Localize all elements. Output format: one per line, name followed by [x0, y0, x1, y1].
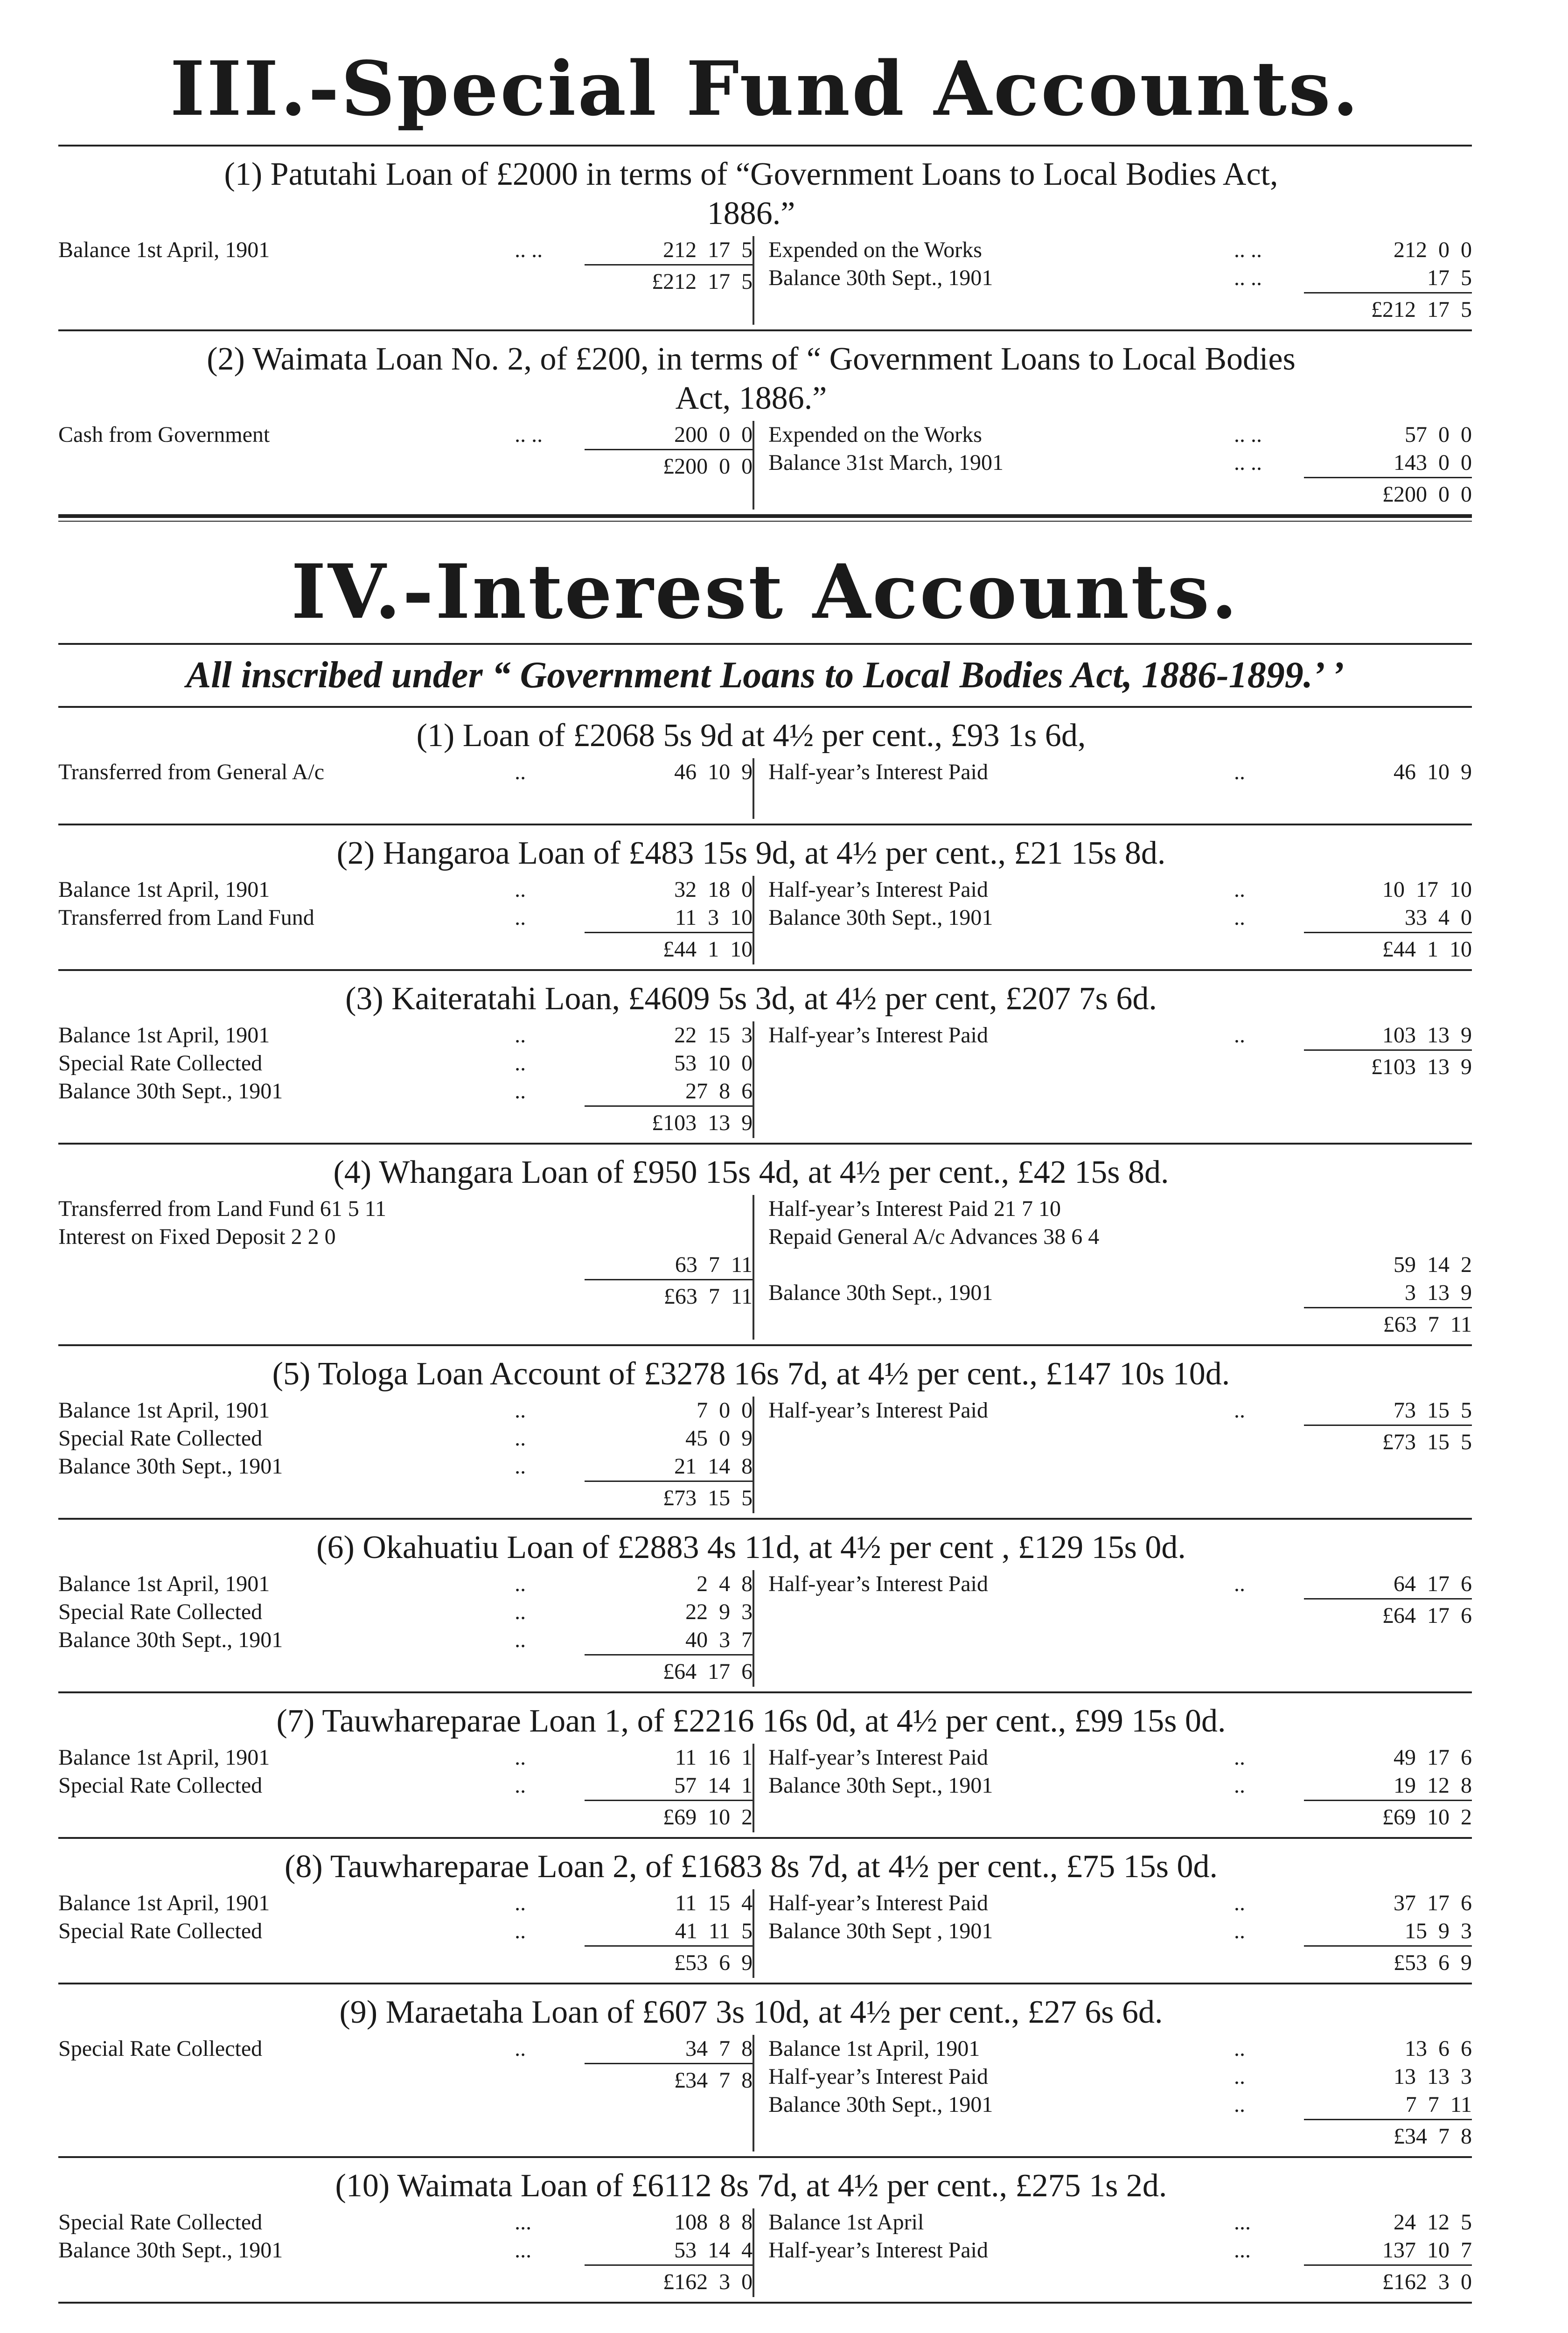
right-column — [754, 1570, 1472, 1687]
total-amount: £64 17 6 — [1304, 1598, 1472, 1631]
entry-amount: 15 9 3 — [1405, 1919, 1472, 1943]
account-ledger — [58, 2208, 1472, 2297]
entry-description: Balance 1st April, 1901 — [768, 2036, 980, 2061]
entry-amount: 37 17 6 — [1394, 1891, 1472, 1915]
leader-dots: ... — [515, 2238, 532, 2263]
left-column — [58, 876, 754, 964]
leader-dots: .. — [515, 1773, 526, 1798]
ledger-row — [768, 1889, 1472, 1917]
entry-description: Balance 1st April, 1901 — [58, 877, 270, 902]
total-amount: £73 15 5 — [585, 1481, 753, 1513]
left-total-row — [58, 1105, 753, 1138]
left-column — [58, 1195, 754, 1340]
ledger-row — [768, 2063, 1472, 2091]
left-column — [58, 1744, 754, 1832]
total-amount: £162 3 0 — [585, 2264, 753, 2297]
entry-description: Half-year’s Interest Paid — [768, 1745, 989, 1770]
account-block — [58, 1984, 1472, 2151]
ledger-row — [58, 758, 753, 786]
ledger-row — [768, 449, 1472, 477]
left-column — [58, 236, 754, 325]
right-total-row — [768, 1598, 1472, 1631]
ledger-row — [58, 1049, 753, 1077]
leader-dots: .. .. — [515, 422, 543, 447]
leader-dots: ... — [1234, 2210, 1251, 2235]
ledger-row — [768, 1772, 1472, 1800]
ledger-row — [768, 758, 1472, 786]
left-total-row — [58, 1945, 753, 1978]
leader-dots: .. — [1234, 1745, 1245, 1770]
entry-amount: 13 13 3 — [1394, 2064, 1472, 2089]
left-total-row — [58, 786, 753, 819]
ledger-row — [58, 1425, 753, 1453]
right-column — [754, 758, 1472, 819]
ledger-row — [768, 1917, 1472, 1945]
ledger-row — [768, 2035, 1472, 2063]
entry-amount: 34 7 8 — [685, 2036, 753, 2061]
ledger-row — [768, 236, 1472, 264]
total-amount: £212 17 5 — [1304, 292, 1472, 325]
total-amount: £103 13 9 — [1304, 1049, 1472, 1082]
ledger-row — [768, 1223, 1472, 1251]
entry-description: Balance 30th Sept., 1901 — [58, 1454, 283, 1479]
total-amount: £200 0 0 — [585, 449, 753, 482]
entry-amount: 45 0 9 — [685, 1426, 753, 1451]
entry-amount: 64 17 6 — [1394, 1572, 1472, 1596]
account-title: (10) Waimata Loan of £6112 8s 7d, at 4½ per cent., £275 1s 2d. — [335, 2168, 1167, 2204]
leader-dots: .. — [515, 1745, 526, 1770]
leader-dots: .. .. — [1234, 265, 1262, 290]
ledger-row — [768, 1251, 1472, 1279]
entry-amount: 212 17 5 — [663, 237, 753, 262]
entry-amount: 57 0 0 — [1405, 422, 1472, 447]
left-total-row — [58, 264, 753, 297]
entry-description: Balance 30th Sept., 1901 — [768, 2092, 993, 2117]
account-title: (6) Okahuatiu Loan of £2883 4s 11d, at 4½ per cent , £129 15s 0d. — [316, 1530, 1186, 1565]
leader-dots: .. — [515, 1600, 526, 1624]
leader-dots: .. — [515, 905, 526, 930]
entry-amount: 27 8 6 — [685, 1079, 753, 1104]
ledger-row — [58, 2035, 753, 2063]
left-column — [58, 2208, 754, 2297]
account-title: (4) Whangara Loan of £950 15s 4d, at 4½ per cent., £42 15s 8d. — [333, 1154, 1169, 1190]
right-total-row — [768, 786, 1472, 819]
entry-amount: 57 14 1 — [674, 1773, 753, 1798]
entry-description: Balance 30th Sept., 1901 — [768, 1280, 993, 1305]
entry-description: Special Rate Collected — [58, 1426, 263, 1451]
right-column — [754, 2208, 1472, 2297]
section-3-accounts — [58, 147, 1472, 516]
entry-description: Transferred from Land Fund — [58, 905, 314, 930]
ledger-row — [58, 1223, 753, 1251]
ledger-row — [768, 876, 1472, 904]
entry-amount: 22 15 3 — [674, 1023, 753, 1048]
account-ledger — [58, 2035, 1472, 2151]
left-total-row — [58, 2063, 753, 2096]
ledger-row — [58, 1598, 753, 1626]
leader-dots: ... — [515, 2210, 532, 2235]
entry-amount: 59 14 2 — [1394, 1252, 1472, 1277]
ledger-row — [58, 1397, 753, 1425]
entry-amount: 40 3 7 — [685, 1628, 753, 1652]
account-title: (2) Waimata Loan No. 2, of £200, in terms of “ Government Loans to Local Bodies Act, 1886.” — [207, 341, 1296, 416]
entry-description: Half-year’s Interest Paid — [768, 1891, 989, 1915]
leader-dots: .. — [515, 1919, 526, 1943]
account-ledger — [58, 1397, 1472, 1513]
entry-amount: 11 3 10 — [675, 905, 753, 930]
account-block — [58, 2158, 1472, 2297]
right-column — [754, 876, 1472, 964]
ledger-row — [58, 236, 753, 264]
section-4-accounts — [58, 708, 1472, 2304]
leader-dots: .. — [1234, 877, 1245, 902]
ledger-row — [58, 421, 753, 449]
ledger-row — [768, 2236, 1472, 2264]
ledger-row — [58, 904, 753, 932]
leader-dots: .. — [1234, 1919, 1245, 1943]
right-column — [754, 236, 1472, 325]
entry-description: Half-year’s Interest Paid — [768, 1572, 989, 1596]
entry-description: Special Rate Collected — [58, 1919, 263, 1943]
account-ledger — [58, 1889, 1472, 1978]
entry-description: Half-year’s Interest Paid — [768, 2064, 989, 2089]
right-column — [754, 1397, 1472, 1513]
left-column — [58, 1570, 754, 1687]
ledger-row — [58, 1626, 753, 1654]
ledger-row — [768, 1021, 1472, 1049]
account-ledger — [58, 421, 1472, 510]
total-amount: £200 0 0 — [1304, 477, 1472, 510]
entry-description: Interest on Fixed Deposit 2 2 0 — [58, 1224, 336, 1249]
entry-description: Transferred from Land Fund 61 5 11 — [58, 1196, 387, 1221]
ledger-row — [768, 2208, 1472, 2236]
entry-amount: 21 14 8 — [674, 1454, 753, 1479]
entry-description: Half-year’s Interest Paid — [768, 2238, 989, 2263]
right-total-row — [768, 1945, 1472, 1978]
entry-amount: 46 10 9 — [674, 760, 753, 784]
entry-amount: 46 10 9 — [1394, 760, 1472, 784]
divider — [58, 516, 1472, 522]
total-amount: £73 15 5 — [1304, 1425, 1472, 1457]
ledger-row — [58, 2236, 753, 2264]
account-ledger — [58, 1021, 1472, 1138]
leader-dots: .. — [515, 1398, 526, 1423]
total-amount: £162 3 0 — [1304, 2264, 1472, 2297]
ledger-row — [58, 1195, 753, 1223]
section-4-title: IV.-Interest Accounts. — [291, 548, 1239, 636]
ledger-row — [58, 1251, 753, 1279]
account-ledger — [58, 236, 1472, 325]
left-total-row — [58, 1800, 753, 1832]
left-column — [58, 758, 754, 819]
entry-amount: 10 17 10 — [1382, 877, 1472, 902]
entry-amount: 19 12 8 — [1394, 1773, 1472, 1798]
ledger-row — [58, 1077, 753, 1105]
left-column — [58, 421, 754, 510]
ledger-row — [58, 1917, 753, 1945]
leader-dots: ... — [1234, 2238, 1251, 2263]
entry-amount: 108 8 8 — [674, 2210, 753, 2235]
entry-description: Transferred from General A/c — [58, 760, 325, 784]
entry-description: Expended on the Works — [768, 237, 982, 262]
right-total-row — [768, 2264, 1472, 2297]
entry-description: Balance 1st April, 1901 — [58, 1398, 270, 1423]
entry-amount: 11 16 1 — [675, 1745, 753, 1770]
ledger-row — [58, 1772, 753, 1800]
entry-description: Special Rate Collected — [58, 2210, 263, 2235]
account-block — [58, 1346, 1472, 1513]
account-block — [58, 147, 1472, 325]
left-column — [58, 1889, 754, 1978]
leader-dots: .. — [1234, 760, 1245, 784]
left-total-row — [58, 932, 753, 964]
ledger-row — [58, 1889, 753, 1917]
ledger-row — [768, 2091, 1472, 2119]
entry-description: Balance 31st March, 1901 — [768, 450, 1004, 475]
entry-amount: 73 15 5 — [1394, 1398, 1472, 1423]
leader-dots: .. .. — [515, 237, 543, 262]
account-ledger — [58, 1195, 1472, 1340]
right-column — [754, 1021, 1472, 1138]
account-ledger — [58, 758, 1472, 819]
total-amount: £64 17 6 — [585, 1654, 753, 1687]
entry-description: Balance 30th Sept., 1901 — [58, 1628, 283, 1652]
total-amount: £63 7 11 — [585, 1279, 753, 1312]
entry-amount: 103 13 9 — [1382, 1023, 1472, 1048]
right-total-row — [768, 2119, 1472, 2151]
entry-description: Special Rate Collected — [58, 1051, 263, 1076]
entry-description: Half-year’s Interest Paid 21 7 10 — [768, 1196, 1061, 1221]
leader-dots: .. — [515, 2036, 526, 2061]
entry-description: Half-year’s Interest Paid — [768, 1398, 989, 1423]
entry-description: Balance 30th Sept., 1901 — [768, 905, 993, 930]
entry-amount: 11 15 4 — [675, 1891, 753, 1915]
ledger-row — [768, 1279, 1472, 1307]
entry-amount: 22 9 3 — [685, 1600, 753, 1624]
total-amount: £34 7 8 — [1304, 2119, 1472, 2151]
leader-dots: .. .. — [1234, 237, 1262, 262]
entry-amount: 53 10 0 — [674, 1051, 753, 1076]
account-block — [58, 825, 1472, 964]
account-ledger — [58, 876, 1472, 964]
total-amount: £212 17 5 — [585, 264, 753, 297]
entry-amount: 200 0 0 — [674, 422, 753, 447]
leader-dots: .. — [515, 1572, 526, 1596]
right-column — [754, 2035, 1472, 2151]
account-block — [58, 1145, 1472, 1340]
entry-amount: 137 10 7 — [1382, 2238, 1472, 2263]
total-amount: £44 1 10 — [585, 932, 753, 964]
right-total-row — [768, 477, 1472, 510]
leader-dots: .. — [1234, 2036, 1245, 2061]
total-amount: £44 1 10 — [1304, 932, 1472, 964]
entry-description: Balance 30th Sept , 1901 — [768, 1919, 993, 1943]
entry-description: Balance 1st April, 1901 — [58, 1891, 270, 1915]
ledger-row — [768, 1570, 1472, 1598]
account-block — [58, 1693, 1472, 1832]
entry-amount: 33 4 0 — [1405, 905, 1472, 930]
ledger-row — [768, 904, 1472, 932]
left-total-row — [58, 2264, 753, 2297]
ledger-row — [768, 1195, 1472, 1223]
entry-amount: 63 7 11 — [675, 1252, 753, 1277]
left-column — [58, 1397, 754, 1513]
leader-dots: .. — [1234, 905, 1245, 930]
right-column — [754, 421, 1472, 510]
leader-dots: .. — [1234, 1773, 1245, 1798]
entry-description: Balance 1st April, 1901 — [58, 1023, 270, 1048]
leader-dots: .. — [1234, 1891, 1245, 1915]
entry-amount: 3 13 9 — [1405, 1280, 1472, 1305]
entry-description: Balance 30th Sept., 1901 — [58, 2238, 283, 2263]
leader-dots: .. — [515, 1079, 526, 1104]
ledger-row — [58, 1453, 753, 1481]
ledger-row — [58, 1021, 753, 1049]
total-amount: £53 6 9 — [585, 1945, 753, 1978]
right-column — [754, 1889, 1472, 1978]
right-total-row — [768, 1307, 1472, 1340]
left-total-row — [58, 1481, 753, 1513]
total-amount: £34 7 8 — [585, 2063, 753, 2096]
leader-dots: .. — [515, 877, 526, 902]
entry-amount: 212 0 0 — [1394, 237, 1472, 262]
divider — [58, 2302, 1472, 2304]
right-column — [754, 1195, 1472, 1340]
account-block — [58, 331, 1472, 510]
leader-dots: .. — [515, 1023, 526, 1048]
entry-description: Balance 1st April, 1901 — [58, 1745, 270, 1770]
total-amount: £69 10 2 — [1304, 1800, 1472, 1832]
leader-dots: .. — [1234, 2092, 1245, 2117]
account-block — [58, 1520, 1472, 1687]
account-title: (3) Kaiteratahi Loan, £4609 5s 3d, at 4½ per cent, £207 7s 6d. — [345, 981, 1157, 1017]
ledger-row — [58, 1744, 753, 1772]
account-block — [58, 708, 1472, 819]
leader-dots: .. — [1234, 2064, 1245, 2089]
account-title: (1) Loan of £2068 5s 9d at 4½ per cent., £93 1s 6d, — [416, 718, 1086, 754]
account-title: (7) Tauwhareparae Loan 1, of £2216 16s 0d, at 4½ per cent., £99 15s 0d. — [276, 1703, 1226, 1739]
left-total-row — [58, 449, 753, 482]
entry-amount: 13 6 6 — [1405, 2036, 1472, 2061]
ledger-row — [768, 421, 1472, 449]
left-column — [58, 2035, 754, 2151]
total-amount: £53 6 9 — [1304, 1945, 1472, 1978]
right-total-row — [768, 1800, 1472, 1832]
entry-description: Balance 1st April, 1901 — [58, 237, 270, 262]
entry-amount: 24 12 5 — [1394, 2210, 1472, 2235]
entry-amount: 143 0 0 — [1394, 450, 1472, 475]
right-total-row — [768, 1049, 1472, 1082]
account-ledger — [58, 1570, 1472, 1687]
ledger-row — [58, 2208, 753, 2236]
account-title: (1) Patutahi Loan of £2000 in terms of “Government Loans to Local Bodies Act, 1886.” — [224, 156, 1278, 231]
entry-description: Balance 1st April — [768, 2210, 924, 2235]
entry-description: Balance 30th Sept., 1901 — [58, 1079, 283, 1104]
leader-dots: .. — [1234, 1572, 1245, 1596]
leader-dots: .. .. — [1234, 450, 1262, 475]
section-4-subtitle: All inscribed under “ Government Loans to Local Bodies Act, 1886-1899.’ ’ — [186, 655, 1345, 696]
entry-amount: 32 18 0 — [674, 877, 753, 902]
total-amount: £103 13 9 — [585, 1105, 753, 1138]
entry-amount: 53 14 4 — [674, 2238, 753, 2263]
account-title: (2) Hangaroa Loan of £483 15s 9d, at 4½ per cent., £21 15s 8d. — [336, 835, 1166, 871]
entry-description: Cash from Government — [58, 422, 270, 447]
section-3-title: III.-Special Fund Accounts. — [170, 45, 1360, 133]
ledger-row — [768, 264, 1472, 292]
entry-amount: 17 5 — [1427, 265, 1472, 290]
total-amount: £69 10 2 — [585, 1800, 753, 1832]
ledger-row — [58, 1570, 753, 1598]
entry-description: Special Rate Collected — [58, 1773, 263, 1798]
account-block — [58, 971, 1472, 1138]
entry-description: Special Rate Collected — [58, 2036, 263, 2061]
account-title: (5) Tologa Loan Account of £3278 16s 7d, at 4½ per cent., £147 10s 10d. — [272, 1356, 1230, 1392]
page — [58, 0, 1472, 2304]
leader-dots: .. .. — [1234, 422, 1262, 447]
leader-dots: .. — [515, 1891, 526, 1915]
entry-amount: 2 4 8 — [697, 1572, 753, 1596]
entry-description: Half-year’s Interest Paid — [768, 1023, 989, 1048]
leader-dots: .. — [515, 1454, 526, 1479]
account-ledger — [58, 1744, 1472, 1832]
leader-dots: .. — [515, 1628, 526, 1652]
ledger-row — [58, 876, 753, 904]
leader-dots: .. — [515, 760, 526, 784]
entry-description: Balance 30th Sept., 1901 — [768, 1773, 993, 1798]
entry-description: Balance 30th Sept., 1901 — [768, 265, 993, 290]
total-amount: £63 7 11 — [1304, 1307, 1472, 1340]
entry-description: Half-year’s Interest Paid — [768, 877, 989, 902]
entry-description: Repaid General A/c Advances 38 6 4 — [768, 1224, 1100, 1249]
account-title: (9) Maraetaha Loan of £607 3s 10d, at 4½ per cent., £27 6s 6d. — [339, 1994, 1163, 2030]
right-total-row — [768, 292, 1472, 325]
right-total-row — [768, 932, 1472, 964]
account-title: (8) Tauwhareparae Loan 2, of £1683 8s 7d, at 4½ per cent., £75 15s 0d. — [285, 1849, 1218, 1885]
entry-description: Special Rate Collected — [58, 1600, 263, 1624]
entry-description: Balance 1st April, 1901 — [58, 1572, 270, 1596]
right-column — [754, 1744, 1472, 1832]
entry-amount: 49 17 6 — [1394, 1745, 1472, 1770]
entry-description: Half-year’s Interest Paid — [768, 760, 989, 784]
left-total-row — [58, 1279, 753, 1312]
leader-dots: .. — [1234, 1023, 1245, 1048]
entry-amount: 41 11 5 — [675, 1919, 753, 1943]
entry-amount: 7 0 0 — [697, 1398, 753, 1423]
entry-amount: 7 7 11 — [1405, 2092, 1472, 2117]
left-column — [58, 1021, 754, 1138]
ledger-row — [768, 1744, 1472, 1772]
left-total-row — [58, 1654, 753, 1687]
right-total-row — [768, 1425, 1472, 1457]
account-block — [58, 1839, 1472, 1978]
entry-description: Expended on the Works — [768, 422, 982, 447]
leader-dots: .. — [1234, 1398, 1245, 1423]
ledger-row — [768, 1397, 1472, 1425]
leader-dots: .. — [515, 1426, 526, 1451]
leader-dots: .. — [515, 1051, 526, 1076]
